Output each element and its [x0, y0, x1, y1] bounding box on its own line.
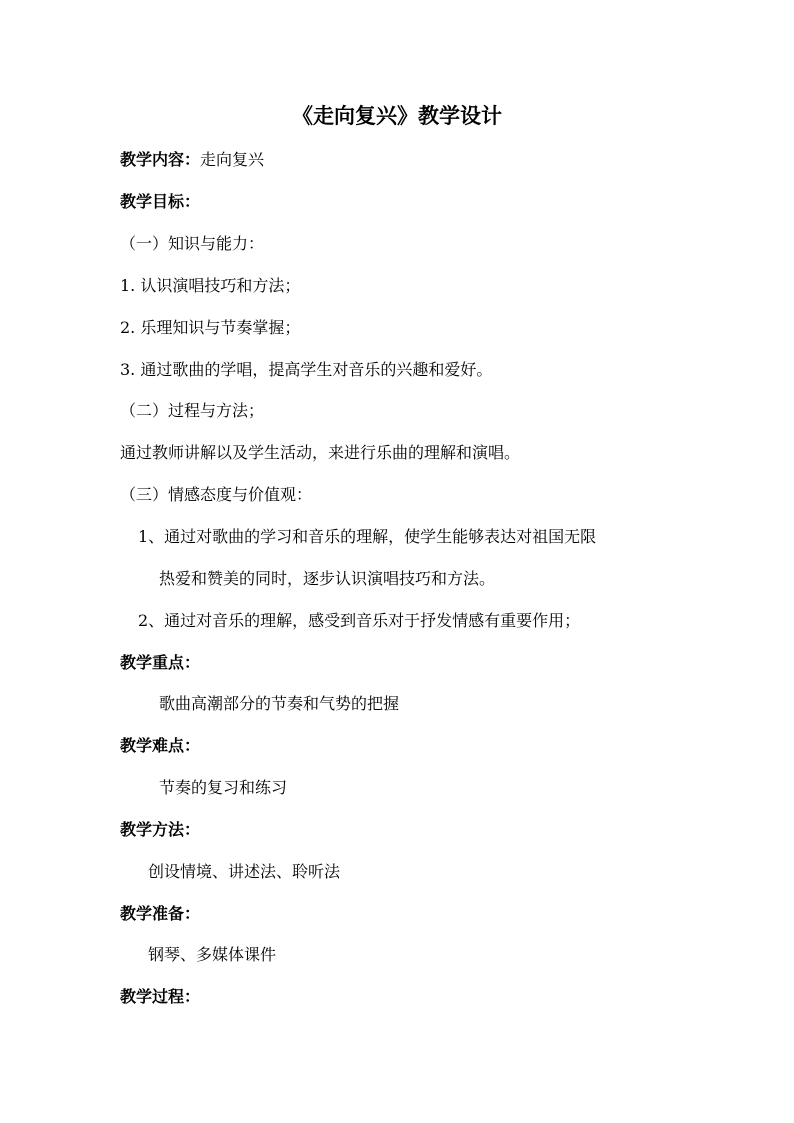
emotion-item-1-line-2: 热爱和赞美的同时，逐步认识演唱技巧和方法。	[159, 569, 496, 588]
content-row	[120, 149, 264, 171]
document-title: 《走向复兴》教学设计	[292, 103, 502, 128]
preparation-label: 教学准备：	[120, 904, 201, 923]
difficulties-value: 节奏的复习和练习	[159, 778, 288, 797]
teaching-process-label: 教学过程：	[120, 987, 201, 1006]
methods-value: 创设情境、讲述法、聆听法	[148, 862, 341, 881]
objectives-section-emotion: （三）情感态度与价值观：	[120, 485, 313, 504]
emotion-item-1-line-1: 1、通过对歌曲的学习和音乐的理解，使学生能够表达对祖国无限	[138, 527, 597, 546]
content-label: 教学内容：	[120, 150, 201, 169]
objective-item-3: 3. 通过歌曲的学唱，提高学生对音乐的兴趣和爱好。	[120, 360, 493, 379]
methods-label: 教学方法：	[120, 820, 201, 839]
objectives-section-process: （二）过程与方法；	[120, 401, 265, 420]
objectives-section-knowledge: （一）知识与能力：	[120, 234, 265, 253]
key-points-value: 歌曲高潮部分的节奏和气势的把握	[159, 694, 400, 713]
difficulties-label: 教学难点：	[120, 736, 201, 755]
process-method-text: 通过教师讲解以及学生活动，来进行乐曲的理解和演唱。	[120, 443, 521, 462]
content-value: 走向复兴	[200, 150, 265, 169]
emotion-item-2: 2、通过对音乐的理解，感受到音乐对于抒发情感有重要作用；	[138, 611, 581, 630]
objective-item-2: 2. 乐理知识与节奏掌握；	[120, 318, 301, 337]
objectives-label: 教学目标：	[120, 192, 201, 211]
key-points-label: 教学重点：	[120, 653, 201, 672]
preparation-value: 钢琴、多媒体课件	[148, 945, 277, 964]
objective-item-1: 1. 认识演唱技巧和方法；	[120, 276, 301, 295]
